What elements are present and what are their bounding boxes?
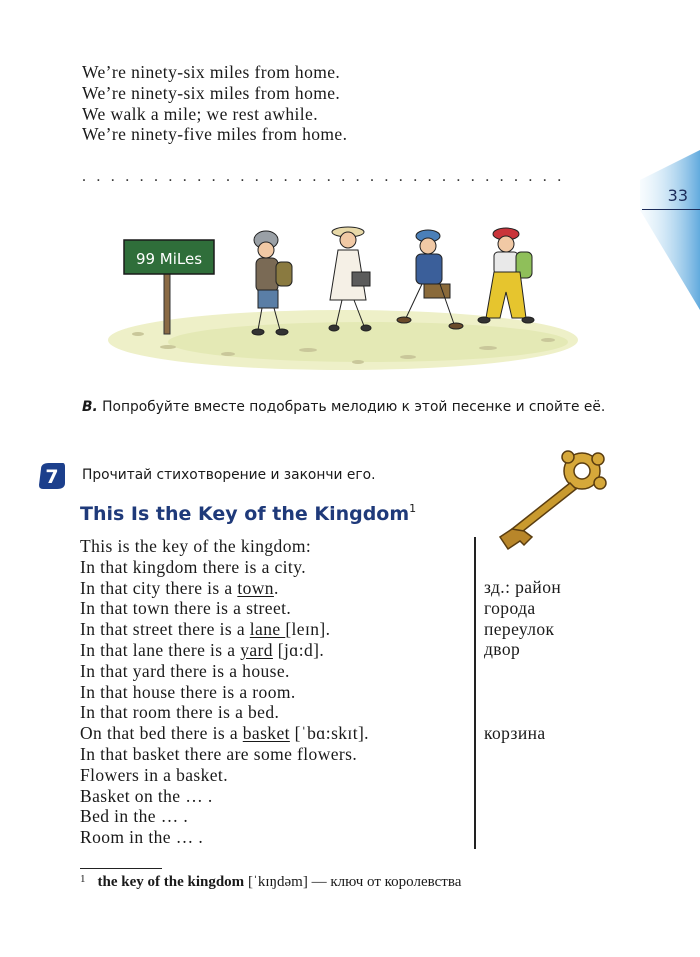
page-tab-shape: [630, 150, 700, 310]
song-line: We walk a mile; we rest awhile.: [82, 103, 318, 124]
gloss-spacer: [484, 702, 561, 723]
gloss-spacer: [484, 681, 561, 702]
sign-label: 99 MiLes: [135, 250, 203, 268]
part-b-text: Попробуйте вместе подобрать мелодию к этой песенке и спойте её.: [102, 399, 606, 415]
gloss-lane: переулок: [484, 618, 555, 639]
poem-line: In that kingdom there is a city.: [80, 556, 306, 577]
footnote-mark: 1: [80, 873, 86, 885]
exercise-number-badge: [37, 461, 67, 491]
poem-line: Flowers in a basket.: [80, 764, 228, 785]
glossary-divider: [474, 537, 476, 849]
glossary-column: [484, 577, 561, 743]
part-b-instruction: [82, 398, 612, 418]
song-line: We’re ninety-six miles from home.: [82, 82, 341, 103]
song-line: We’re ninety-six miles from home.: [82, 62, 341, 82]
footnote-text: [ˈkɪŋdəm] — ключ от королевства: [244, 874, 462, 890]
footnote-rule: [80, 868, 162, 869]
exercise-number: 7: [45, 466, 59, 488]
page-tab-rule: [642, 209, 700, 210]
gloss-spacer: [484, 660, 561, 681]
poem-line: Bed in the … .: [80, 806, 189, 827]
poem-line: In that street there is a lane [leɪn].: [80, 619, 331, 640]
gloss-town-cont: города: [484, 597, 536, 618]
child-4: [478, 228, 534, 323]
glossed-word: town: [237, 577, 274, 598]
gloss-yard: двор: [484, 639, 521, 660]
part-b-label: B.: [82, 399, 98, 415]
glossed-word: yard: [240, 639, 273, 660]
poem-line: In that basket there are some flowers.: [80, 743, 358, 764]
poem-title: [80, 502, 416, 525]
poem-title-text: This Is the Key of the Kingdom: [80, 503, 410, 525]
poem-line: In that room there is a bed.: [80, 702, 280, 723]
glossed-word: lane: [249, 619, 286, 640]
poem-body: [80, 536, 369, 848]
poem-line: In that house there is a room.: [80, 681, 296, 702]
gloss-basket: корзина: [484, 722, 546, 743]
exercise-instruction: Прочитай стихотворение и закончи его.: [82, 467, 376, 483]
poem-line: In that yard there is a house.: [80, 660, 290, 681]
page-number: 33: [667, 186, 688, 205]
poem-line: In that town there is a street.: [80, 598, 292, 619]
song-verse: [82, 62, 347, 145]
glossed-word: basket: [242, 723, 290, 744]
poem-line: On that bed there is a basket [ˈbɑ:skɪt].: [80, 723, 369, 744]
footnote-reference: 1: [409, 502, 417, 515]
poem-line: Room in the … .: [80, 827, 204, 848]
gloss-town: зд.: район: [484, 577, 562, 597]
footnote: [80, 873, 461, 891]
walking-children-illustration: [108, 222, 578, 372]
song-line: We’re ninety-five miles from home.: [82, 124, 348, 145]
poem-line: Basket on the … .: [80, 785, 213, 806]
continuation-dots: . . . . . . . . . . . . . . . . . . . . . . . . . . . . . . . . . .: [82, 168, 565, 185]
key-illustration: [490, 445, 616, 557]
poem-line: In that city there is a town.: [80, 577, 279, 598]
poem-line: In that lane there is a yard [jɑ:d].: [80, 639, 325, 660]
footnote-term: the key of the kingdom: [97, 874, 245, 890]
poem-line: This is the key of the kingdom:: [80, 536, 312, 556]
